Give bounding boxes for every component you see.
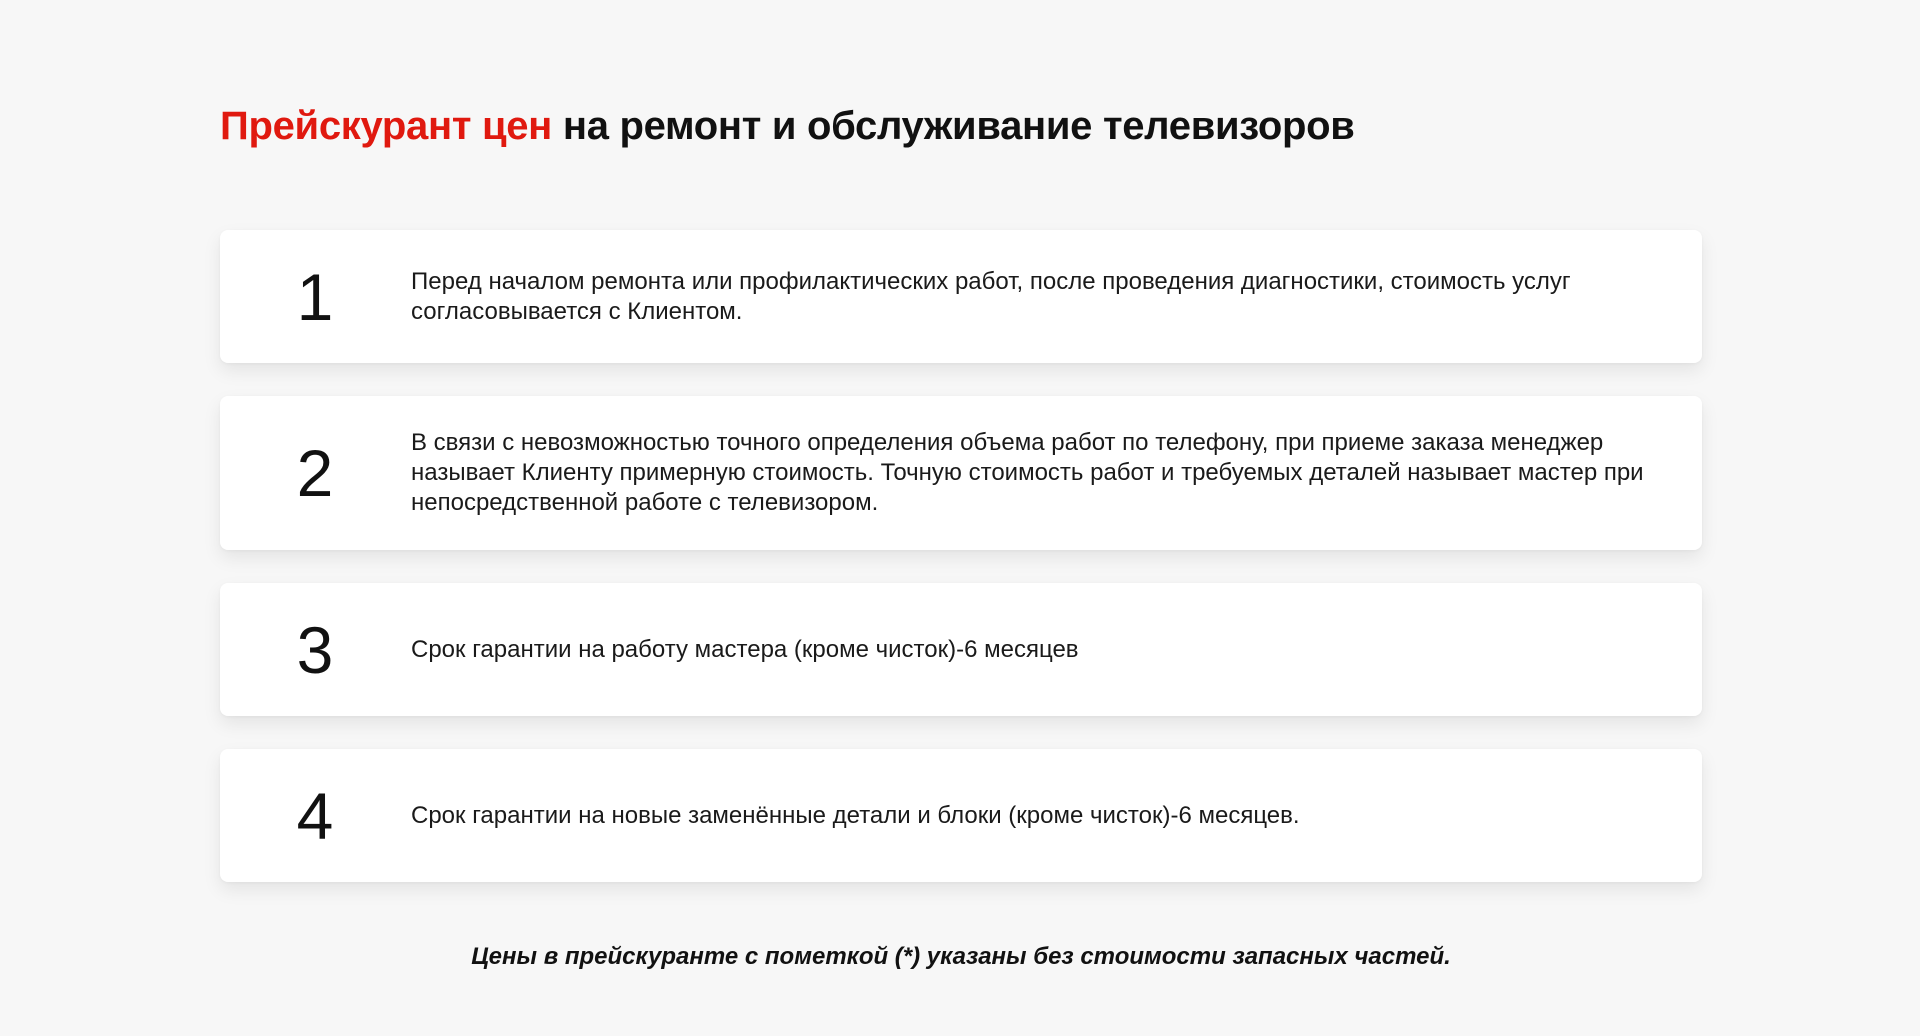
info-card-text: Перед началом ремонта или профилактических работ, после проведения диагностики, стоимость услуг согласовывается с Клиентом. [411, 267, 1571, 325]
info-card [220, 749, 1702, 882]
info-card-number: 1 [296, 259, 334, 334]
info-card [220, 230, 1702, 363]
info-card-number: 2 [296, 436, 334, 510]
page-title-rest: на ремонт и обслуживание телевизоров [552, 104, 1355, 148]
price-footnote: Цены в прейскуранте с пометкой (*) указаны без стоимости запасных частей. [471, 943, 1451, 970]
info-card [220, 583, 1702, 716]
page-title [220, 104, 1355, 149]
info-card-text: Срок гарантии на работу мастера (кроме чисток)-6 месяцев [411, 635, 1079, 663]
info-card-text: В связи с невозможностью точного определения объема работ по телефону, при приеме заказа менеджер называет Клиенту примерную стоимость. Точную стоимость работ и требуемых деталей называет мастер при непосредственной работе с телевизором. [411, 429, 1644, 516]
info-card-text: Срок гарантии на новые заменённые детали и блоки (кроме чисток)-6 месяцев. [411, 801, 1300, 829]
page-title-accent: Прейскурант цен [220, 104, 553, 148]
info-card-number: 3 [296, 612, 334, 687]
info-card [220, 396, 1702, 550]
info-card-number: 4 [296, 778, 334, 853]
